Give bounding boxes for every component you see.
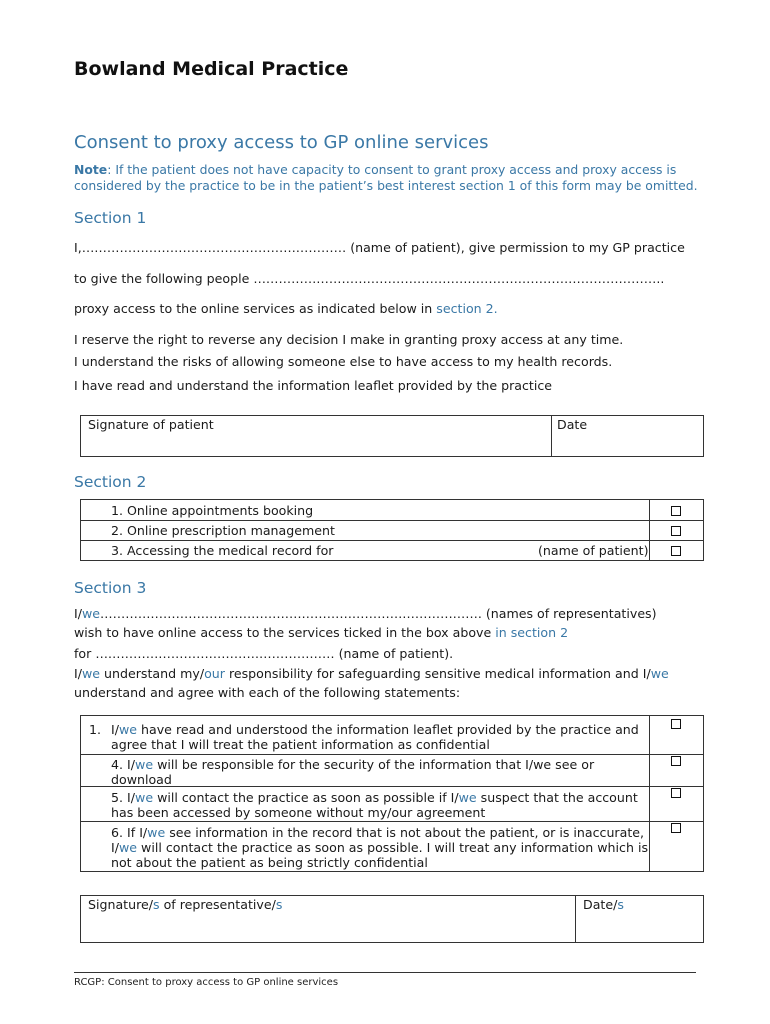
st1-we: we xyxy=(118,722,138,737)
people-line[interactable]: to give the following people …………………………………………………………………………………….. xyxy=(74,271,665,286)
st6-l2-pre: I/ xyxy=(111,840,119,855)
statement-4-line2: download xyxy=(111,772,172,787)
agree-line: understand and agree with each of the following statements: xyxy=(74,685,461,700)
st6-we: we xyxy=(147,825,166,840)
proxy-access-text: proxy access to the online services as indicated below in xyxy=(74,301,437,316)
sig-d: s xyxy=(275,897,283,912)
patient-signature-field[interactable]: Signature of patient xyxy=(88,417,214,432)
patient-signature-box xyxy=(80,415,704,457)
statement-5-line2: has been accessed by someone without my/our agreement xyxy=(111,805,486,820)
form-title: Consent to proxy access to GP online services xyxy=(74,132,489,153)
footer-rule xyxy=(74,972,696,973)
patient-name-line[interactable]: I,……………………………………………………… (name of patient), give permission to my GP practice xyxy=(74,240,685,255)
note-text: : If the patient does not have capacity to consent to grant proxy access and proxy access is considered by the practice to be in the patient’s best interest section 1 of this form may be omitted. xyxy=(74,162,698,193)
wish-line xyxy=(74,625,568,640)
st5-num: 5. xyxy=(111,790,124,805)
st6-num: 6. xyxy=(111,825,124,840)
st6-l2-text: will contact the practice as soon as possible. I will treat any information which is xyxy=(137,840,649,855)
st5-text: will contact the practice as soon as possible if I/ xyxy=(153,790,459,805)
note-label: Note xyxy=(74,162,108,177)
s3-l4-we: we xyxy=(81,666,101,681)
date-b: s xyxy=(617,897,624,912)
st6-text: see information in the record that is not about the patient, or is inaccurate, xyxy=(165,825,645,840)
st1-pre: I/ xyxy=(111,722,119,737)
statement-6-line2 xyxy=(111,840,648,855)
section-1-heading: Section 1 xyxy=(74,209,147,227)
s3-l4-our: our xyxy=(204,666,225,681)
sig-a: Signature/ xyxy=(88,897,153,912)
statement-6-line3: not about the patient as being strictly confidential xyxy=(111,855,428,870)
proxy-access-line xyxy=(74,301,498,316)
statement-5-checkbox[interactable] xyxy=(671,788,681,798)
st5-we2: we xyxy=(458,790,477,805)
s3-l1-we: we xyxy=(81,606,101,621)
section-3-heading: Section 3 xyxy=(74,579,147,597)
s3-l4-we2: we xyxy=(650,666,669,681)
statements-table xyxy=(80,715,704,872)
representative-signature-box xyxy=(80,895,704,943)
s3-l4-c: understand my/ xyxy=(100,666,205,681)
st5-pre: I/ xyxy=(127,790,136,805)
representative-date-field[interactable] xyxy=(583,897,624,912)
service-patient-suffix: (name of patient) xyxy=(538,543,649,558)
s3-l2-text: wish to have online access to the services ticked in the box above xyxy=(74,625,496,640)
appointments-checkbox[interactable] xyxy=(671,506,681,516)
st6-pre: If I/ xyxy=(127,825,148,840)
st4-num: 4. xyxy=(111,757,124,772)
service-medical-record: 3. Accessing the medical record for xyxy=(111,543,334,558)
statement-reverse: I reserve the right to reverse any decision I make in granting proxy access at any time. xyxy=(74,332,624,347)
statement-1-number: 1. xyxy=(89,722,102,737)
note-paragraph xyxy=(74,162,714,194)
practice-name: Bowland Medical Practice xyxy=(74,58,349,80)
services-table xyxy=(80,499,704,561)
for-patient-line[interactable]: for ………………………………………………… (name of patient). xyxy=(74,646,454,661)
date-a: Date/ xyxy=(583,897,618,912)
footer-text: RCGP: Consent to proxy access to GP online services xyxy=(74,977,339,988)
responsibility-line xyxy=(74,666,669,681)
s3-l2-ref: in section 2 xyxy=(495,625,569,640)
st6-l2-we: we xyxy=(118,840,138,855)
statement-1-checkbox[interactable] xyxy=(671,719,681,729)
prescriptions-checkbox[interactable] xyxy=(671,526,681,536)
st1-text: have read and understood the information leaflet provided by the practice and xyxy=(137,722,639,737)
statement-4-line1 xyxy=(111,757,594,772)
statement-6-checkbox[interactable] xyxy=(671,823,681,833)
statement-4-checkbox[interactable] xyxy=(671,756,681,766)
s3-l4-a: I/ xyxy=(74,666,82,681)
statement-1-line2: agree that I will treat the patient information as confidential xyxy=(111,737,490,752)
service-prescriptions: 2. Online prescription management xyxy=(111,523,335,538)
representatives-line[interactable] xyxy=(74,606,657,621)
sig-c: of representative/ xyxy=(159,897,276,912)
sig-b: s xyxy=(153,897,160,912)
section-2-heading: Section 2 xyxy=(74,473,147,491)
service-appointments: 1. Online appointments booking xyxy=(111,503,314,518)
st4-pre: I/ xyxy=(127,757,136,772)
st4-text: will be responsible for the security of the information that I/we see or xyxy=(153,757,595,772)
s3-l4-e: responsibility for safeguarding sensitive medical information and I/ xyxy=(224,666,651,681)
s3-l1-a: I/ xyxy=(74,606,82,621)
statement-leaflet: I have read and understand the information leaflet provided by the practice xyxy=(74,378,553,393)
medical-record-checkbox[interactable] xyxy=(671,546,681,556)
statement-risks: I understand the risks of allowing someone else to have access to my health records. xyxy=(74,354,613,369)
statement-6-line1 xyxy=(111,825,644,840)
st5-text-b: suspect that the account xyxy=(476,790,638,805)
section-2-reference: section 2. xyxy=(436,301,498,316)
patient-date-field[interactable]: Date xyxy=(557,417,588,432)
statement-1-line1 xyxy=(111,722,639,737)
st4-we: we xyxy=(135,757,154,772)
s3-l1-c: ………………………………………………………………………………. (names of representatives) xyxy=(100,606,657,621)
statement-5-line1 xyxy=(111,790,638,805)
representative-signature-field[interactable] xyxy=(88,897,282,912)
st5-we: we xyxy=(135,790,154,805)
